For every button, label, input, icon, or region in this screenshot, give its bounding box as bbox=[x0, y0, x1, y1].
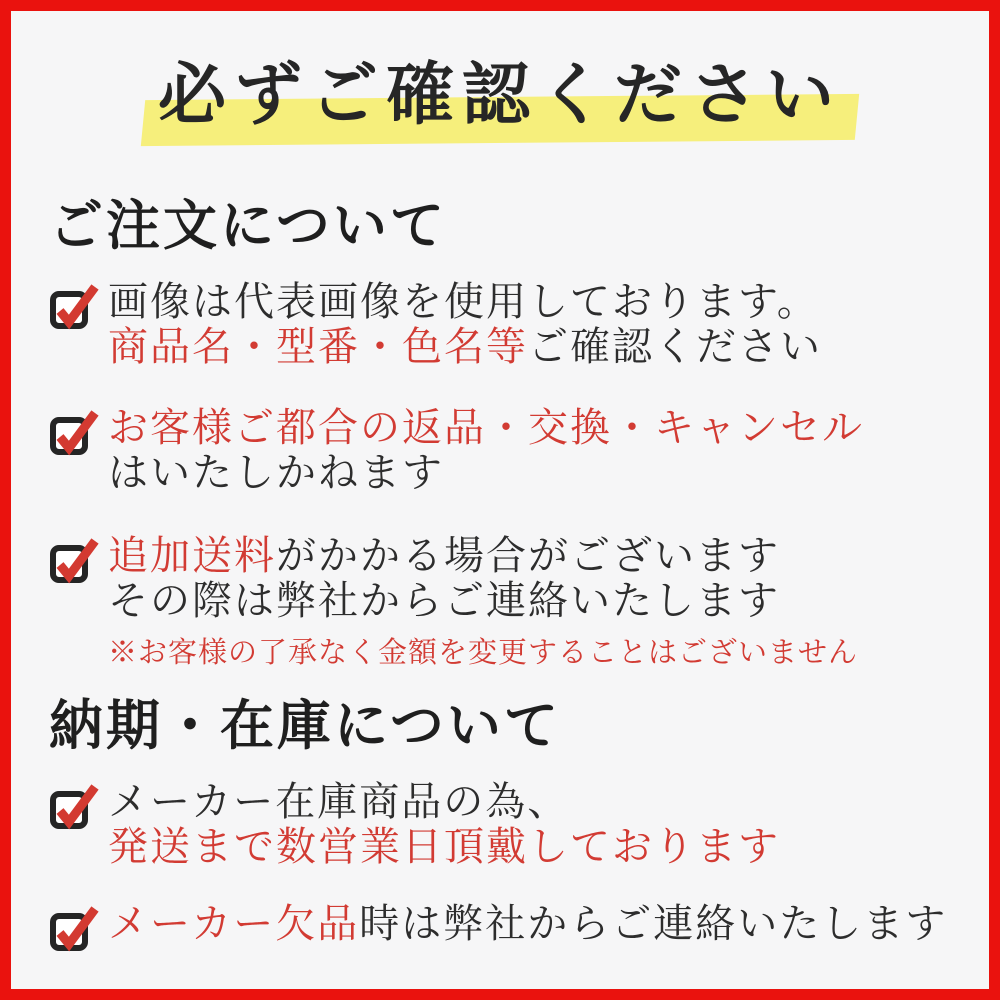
item-line bbox=[108, 779, 780, 824]
checklist-item-no-returns bbox=[49, 405, 951, 495]
notice-title: 必ずご確認ください bbox=[157, 57, 842, 133]
notice-title-block bbox=[49, 47, 951, 144]
text-segment: メーカー在庫商品の為、 bbox=[108, 779, 570, 824]
item-line bbox=[108, 279, 822, 324]
item-line bbox=[108, 324, 822, 369]
text-segment-emphasis: お客様ご都合の返品・交換・キャンセル bbox=[108, 405, 864, 450]
checked-checkbox-icon bbox=[49, 284, 99, 330]
section-heading-order: ご注文について bbox=[49, 196, 447, 256]
text-segment: ご確認ください bbox=[528, 324, 822, 369]
text-segment: はいたしかねます bbox=[108, 450, 444, 495]
item-line bbox=[108, 824, 780, 869]
section-heading-delivery-stock: 納期・在庫について bbox=[49, 696, 561, 756]
checklist-item-extra-shipping bbox=[49, 533, 951, 669]
item-line bbox=[108, 405, 864, 450]
item-line bbox=[108, 578, 858, 623]
checklist-item-representative-image bbox=[49, 279, 951, 369]
checklist-item-maker-stock bbox=[49, 779, 951, 869]
text-segment-emphasis: 追加送料 bbox=[108, 533, 276, 578]
item-text bbox=[108, 533, 858, 669]
checklist-item-maker-shortage bbox=[49, 901, 951, 952]
text-segment-emphasis: メーカー欠品 bbox=[108, 901, 360, 946]
checked-checkbox-icon bbox=[49, 538, 99, 584]
text-segment: 時は弊社からご連絡いたします bbox=[359, 901, 948, 946]
item-line bbox=[108, 901, 947, 946]
item-text bbox=[108, 779, 780, 869]
item-text bbox=[108, 405, 864, 495]
checked-checkbox-icon bbox=[49, 410, 99, 456]
item-text bbox=[108, 279, 822, 369]
text-segment-emphasis: 発送まで数営業日頂戴しております bbox=[108, 824, 780, 869]
item-line bbox=[108, 450, 864, 495]
text-segment: その際は弊社からご連絡いたします bbox=[108, 578, 780, 623]
item-line bbox=[108, 533, 858, 578]
checked-checkbox-icon bbox=[49, 784, 99, 830]
item-text bbox=[108, 901, 947, 946]
text-segment: 画像は代表画像を使用しております。 bbox=[108, 279, 819, 324]
checked-checkbox-icon bbox=[49, 906, 99, 952]
text-segment: がかかる場合がございます bbox=[276, 533, 780, 578]
text-segment-emphasis: 商品名・型番・色名等 bbox=[108, 324, 528, 369]
note-line: ※お客様の了承なく金額を変更することはございません bbox=[108, 637, 859, 669]
